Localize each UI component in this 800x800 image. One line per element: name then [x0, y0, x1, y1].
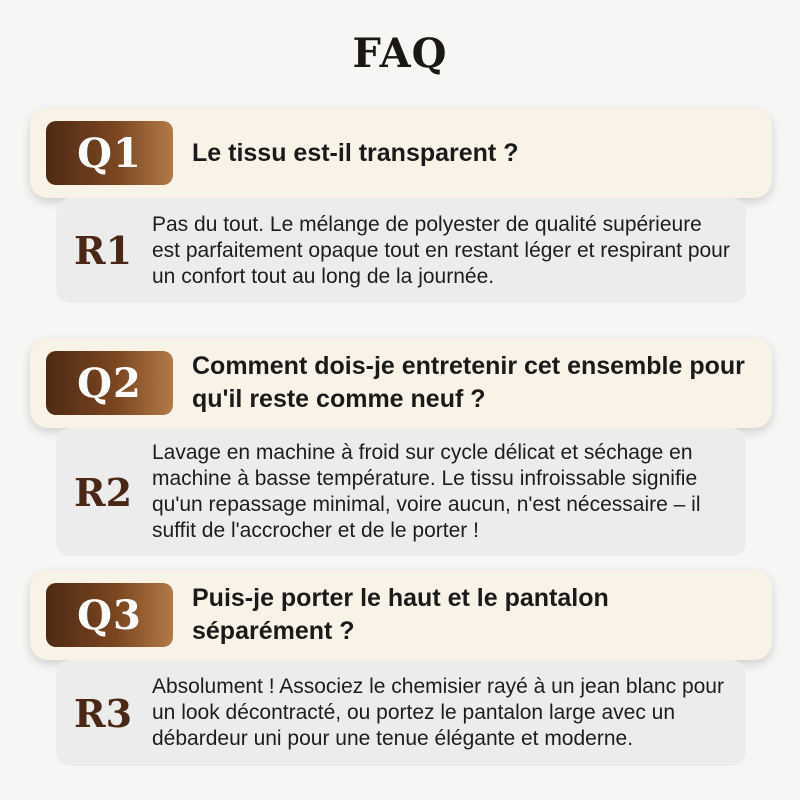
- question-text: Puis-je porter le haut et le pantalon séparément ?: [192, 584, 609, 645]
- answer-text: Absolument ! Associez le chemisier rayé à un jean blanc pour un look décontracté, ou portez le pantalon large avec un débardeur uni pour une tenue élégante et moderne.: [152, 675, 724, 750]
- answer-label: R1: [73, 228, 133, 273]
- question-text: Comment dois-je entretenir cet ensemble pour qu'il reste comme neuf ?: [192, 352, 745, 413]
- page-title: FAQ: [352, 30, 448, 77]
- answer-text: Pas du tout. Le mélange de polyester de qualité supérieure est parfaitement opaque tout en restant léger et respirant pour un confort tout au long de la journée.: [152, 212, 730, 288]
- question-badge: Q3: [46, 583, 173, 647]
- answer-text: Lavage en machine à froid sur cycle délicat et séchage en machine à basse température. Le tissu infroissable signifie qu'un repassage minimal, voire aucun, n'est nécessaire – il suffit de l'accrocher et de le porter !: [152, 441, 701, 542]
- question-badge: Q1: [46, 121, 173, 185]
- question-text: Le tissu est-il transparent ?: [192, 138, 519, 167]
- answer-label: R3: [73, 690, 133, 736]
- answer-label: R2: [73, 469, 133, 515]
- faq-answer-1: [56, 198, 746, 303]
- question-badge: Q2: [46, 351, 173, 415]
- faq-answer-3: [56, 660, 746, 766]
- faq-answer-2: [56, 428, 746, 556]
- faq-question-1[interactable]: [30, 108, 772, 198]
- faq-question-3[interactable]: [30, 570, 772, 660]
- faq-question-2[interactable]: [30, 338, 772, 428]
